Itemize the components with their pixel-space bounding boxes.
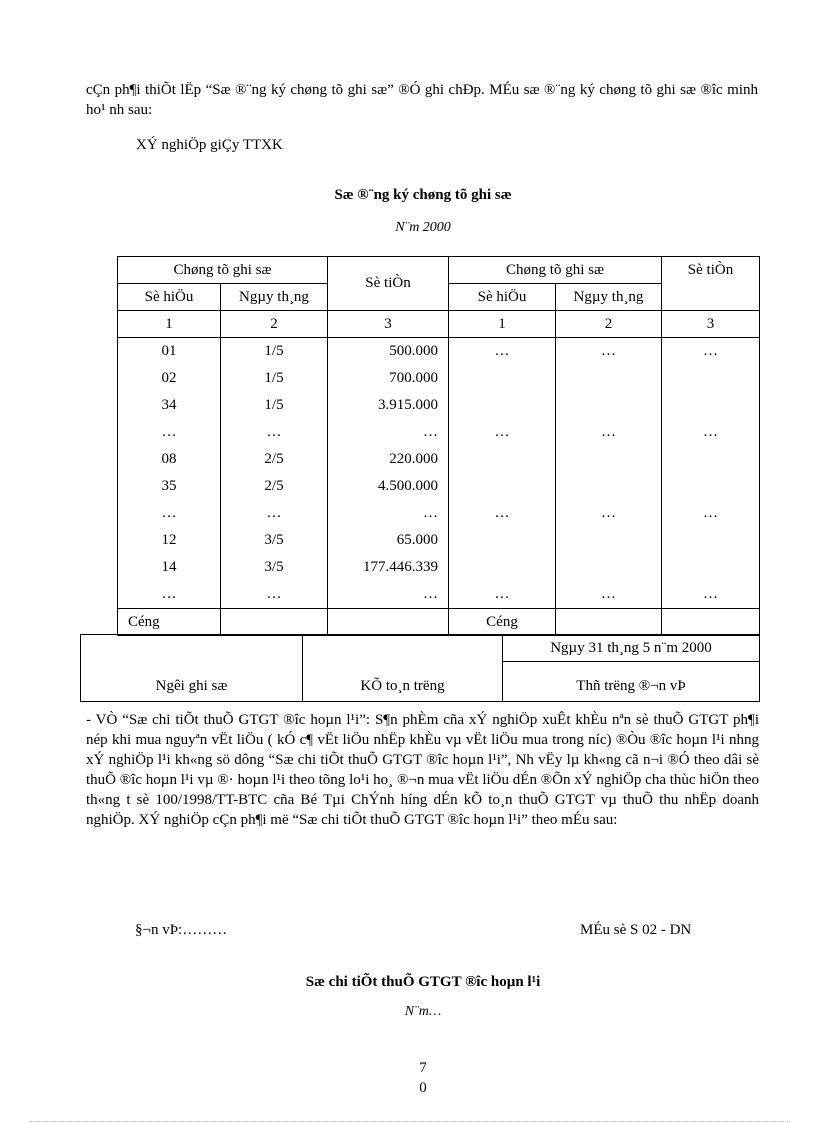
head-of-unit-cell — [503, 662, 760, 702]
table-cell — [449, 446, 556, 473]
table-cell: 3/5 — [221, 554, 328, 581]
table-cell: … — [221, 419, 328, 446]
unit-label: §¬n vÞ:……… — [135, 922, 228, 938]
total-label-right: Céng — [449, 609, 556, 636]
recorder-cell — [81, 635, 303, 702]
header-amount-left: Sè tiÒn — [328, 257, 449, 311]
table-cell: 34 — [118, 392, 221, 419]
table-cell — [662, 554, 760, 581]
table-cell: 2/5 — [221, 473, 328, 500]
head-of-unit-label: Thñ trëng ®¬n vÞ — [576, 678, 686, 694]
table-cell: 700.000 — [328, 365, 449, 392]
table-cell: … — [118, 419, 221, 446]
table-cell — [556, 554, 662, 581]
table-cell — [449, 365, 556, 392]
table-cell — [556, 365, 662, 392]
table-row — [118, 392, 760, 419]
form-code: MÉu sè S 02 - DN — [580, 922, 692, 938]
index-cell: 3 — [662, 311, 760, 338]
table-cell: … — [328, 500, 449, 527]
table-row — [118, 554, 760, 581]
table-cell: 177.446.339 — [328, 554, 449, 581]
table-cell: … — [662, 338, 760, 366]
table-cell: 3.915.000 — [328, 392, 449, 419]
table-cell — [556, 527, 662, 554]
table-cell: … — [118, 500, 221, 527]
index-cell: 2 — [221, 311, 328, 338]
table-cell — [662, 527, 760, 554]
chief-accountant-cell — [303, 635, 503, 702]
page-number — [0, 1058, 816, 1098]
table-cell — [449, 473, 556, 500]
table-cell: … — [449, 500, 556, 527]
table-cell: 14 — [118, 554, 221, 581]
index-cell: 2 — [556, 311, 662, 338]
total-cell — [221, 609, 328, 636]
table-cell: … — [556, 500, 662, 527]
table-cell: 2/5 — [221, 446, 328, 473]
table-cell: 08 — [118, 446, 221, 473]
header-group-left: Chøng tõ ghi sæ — [118, 257, 328, 284]
company-name: XÝ nghiÖp giÇy TTXK — [136, 137, 283, 153]
table-cell: 1/5 — [221, 338, 328, 366]
table-cell: 35 — [118, 473, 221, 500]
table-cell: … — [449, 419, 556, 446]
table-cell: 1/5 — [221, 392, 328, 419]
table-cell: … — [221, 500, 328, 527]
table-cell: … — [662, 581, 760, 609]
table-cell: 65.000 — [328, 527, 449, 554]
header-number-right: Sè hiÖu — [449, 284, 556, 311]
chief-accountant-label: KÕ to¸n trëng — [360, 678, 445, 694]
table-cell: … — [556, 338, 662, 366]
table-cell — [449, 554, 556, 581]
total-label-left: Céng — [118, 609, 221, 636]
header-date-left: Ngµy th¸ng — [221, 284, 328, 311]
table-cell: … — [328, 419, 449, 446]
register-table — [117, 256, 760, 636]
table-cell: 3/5 — [221, 527, 328, 554]
table-cell: 4.500.000 — [328, 473, 449, 500]
table-cell — [662, 473, 760, 500]
table-cell — [556, 446, 662, 473]
table-cell: … — [449, 338, 556, 366]
table-row — [118, 473, 760, 500]
detail-book-title: Sæ chi tiÕt thuÕ GTGT ®îc hoµn l¹i — [305, 974, 541, 990]
table-row — [118, 446, 760, 473]
index-cell: 1 — [118, 311, 221, 338]
table-cell: … — [118, 581, 221, 609]
table-cell: … — [662, 500, 760, 527]
header-number-left: Sè hiÖu — [118, 284, 221, 311]
index-cell: 3 — [328, 311, 449, 338]
table-cell: 500.000 — [328, 338, 449, 366]
total-cell — [556, 609, 662, 636]
table-cell — [556, 473, 662, 500]
table-cell — [662, 365, 760, 392]
table-row — [118, 581, 760, 609]
header-group-right: Chøng tõ ghi sæ — [449, 257, 662, 284]
table-cell: … — [662, 419, 760, 446]
date-line: Ngµy 31 th¸ng 5 n¨m 2000 — [503, 635, 760, 662]
page-bottom-divider — [30, 1121, 790, 1122]
total-cell — [328, 609, 449, 636]
table-cell: … — [449, 581, 556, 609]
index-cell: 1 — [449, 311, 556, 338]
table-cell: 220.000 — [328, 446, 449, 473]
page-number-line2: 0 — [419, 1080, 427, 1096]
header-amount-right: Sè tiÒn — [662, 257, 760, 284]
table-cell: 02 — [118, 365, 221, 392]
intro-paragraph: cÇn ph¶i thiÕt lËp “Sæ ®¨ng ký chøng tõ ghi sæ” ®Ó ghi chÐp. MÉu sæ ®¨ng ký chøng tõ ghi sæ ®îc minh ho¹ nh sau: — [86, 82, 758, 118]
recorder-label: Ngêi ghi sæ — [155, 678, 228, 694]
table-cell — [662, 446, 760, 473]
page-number-line1: 7 — [419, 1060, 427, 1076]
body-paragraph: - VÒ “Sæ chi tiÕt thuÕ GTGT ®îc hoµn l¹i”: S¶n phÈm cña xÝ nghiÖp xuÊt khÈu nªn sè thuÕ GTGT ph¶i nép khi mua nguyªn vËt liÖu ( kÓ c¶ vËt liÖu nhËp khÈu vµ vËt liÖu mua trong níc) ®Òu ®îc hoµn l¹i nhng xÝ nghiÖp l¹i kh«ng sö dông “Sæ chi tiÕt thuÕ GTGT ®îc hoµn l¹i”, Nh vËy lµ kh«ng cã n¬i ®Ó theo dâi sè thuÕ ®îc hoµn l¹i vµ ®· hoµn l¹i theo tõng lo¹i ho¸ ®¬n mua vËt liÖu dÉn ®Õn xÝ nghiÖp cha thùc hiÖn theo th«ng t sè 100/1998/TT-BTC cña Bé Tµi ChÝnh híng dÉn kÕ to¸n thuÕ GTGT vµ thuÕ thu nhËp doanh nghiÖp. XÝ nghiÖp cÇn ph¶i më “Sæ chi tiÕt thuÕ GTGT ®îc hoµn l¹i” theo mÉu sau: — [86, 712, 759, 828]
signature-table — [80, 634, 760, 702]
table-cell — [449, 527, 556, 554]
table-cell: … — [556, 419, 662, 446]
table-row — [118, 500, 760, 527]
table-row — [118, 419, 760, 446]
register-title: Sæ ®¨ng ký chøng tõ ghi sæ — [334, 187, 512, 203]
table-row — [118, 365, 760, 392]
table-cell — [449, 392, 556, 419]
table-cell — [556, 392, 662, 419]
table-cell: … — [221, 581, 328, 609]
header-amount-right-spacer — [662, 284, 760, 311]
detail-book-year: N¨m… — [404, 1004, 442, 1019]
table-row — [118, 527, 760, 554]
table-cell: … — [556, 581, 662, 609]
header-date-right: Ngµy th¸ng — [556, 284, 662, 311]
table-cell: … — [328, 581, 449, 609]
table-cell — [662, 392, 760, 419]
register-year: N¨m 2000 — [395, 220, 451, 235]
table-cell: 12 — [118, 527, 221, 554]
total-cell — [662, 609, 760, 636]
table-cell: 01 — [118, 338, 221, 366]
table-cell: 1/5 — [221, 365, 328, 392]
table-row — [118, 338, 760, 366]
